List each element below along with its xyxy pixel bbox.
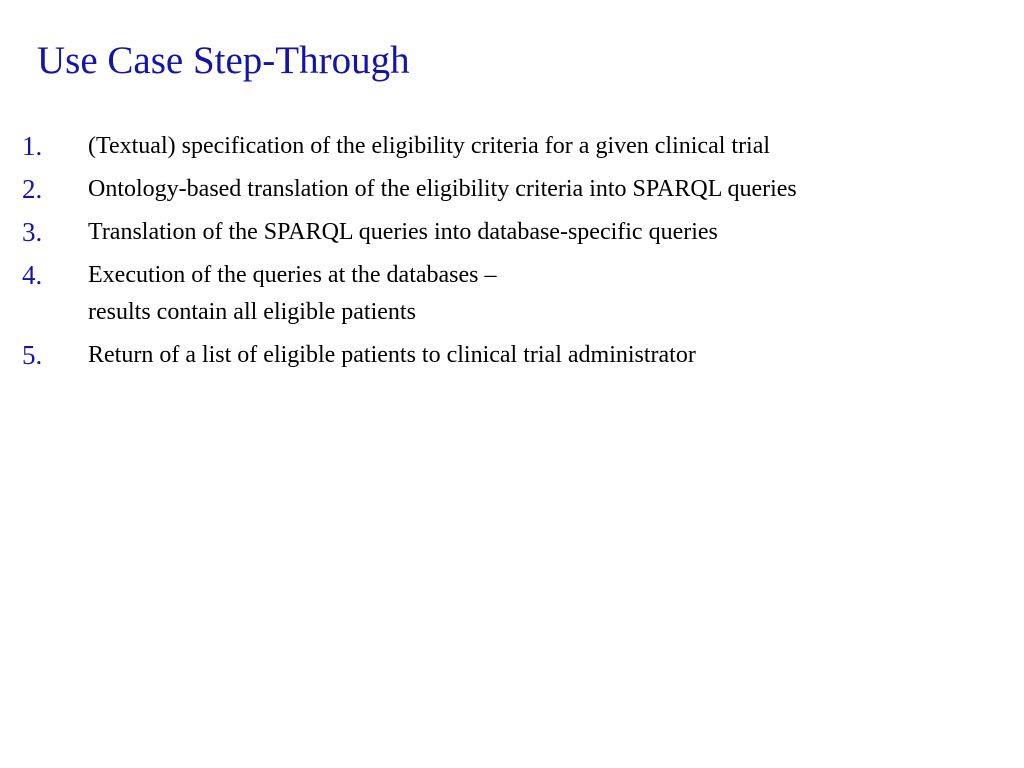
step-list bbox=[0, 128, 1024, 380]
step-text-line: results contain all eligible patients bbox=[88, 299, 416, 325]
step-number: 3. bbox=[22, 217, 43, 247]
step-item-1 bbox=[0, 128, 1024, 165]
step-item-5 bbox=[0, 337, 1024, 374]
step-text-line: Execution of the queries at the databases – bbox=[88, 262, 497, 288]
step-text bbox=[88, 337, 1024, 374]
step-text bbox=[88, 128, 1024, 165]
step-number: 1. bbox=[22, 131, 43, 161]
step-item-4 bbox=[0, 257, 1024, 331]
step-text-line: Translation of the SPARQL queries into database-specific queries bbox=[88, 219, 718, 245]
step-text-line: (Textual) specification of the eligibility criteria for a given clinical trial bbox=[88, 133, 771, 159]
slide-title: Use Case Step-Through bbox=[37, 39, 410, 82]
step-text-line: Return of a list of eligible patients to clinical trial administrator bbox=[88, 342, 696, 368]
step-number: 2. bbox=[22, 174, 43, 204]
step-item-3 bbox=[0, 214, 1024, 251]
step-number: 5. bbox=[22, 340, 43, 370]
step-text bbox=[88, 171, 1024, 208]
step-text-line: Ontology-based translation of the eligibility criteria into SPARQL queries bbox=[88, 176, 797, 202]
step-number: 4. bbox=[22, 260, 43, 290]
step-item-2 bbox=[0, 171, 1024, 208]
step-text bbox=[88, 214, 1024, 251]
step-text bbox=[88, 257, 1024, 331]
